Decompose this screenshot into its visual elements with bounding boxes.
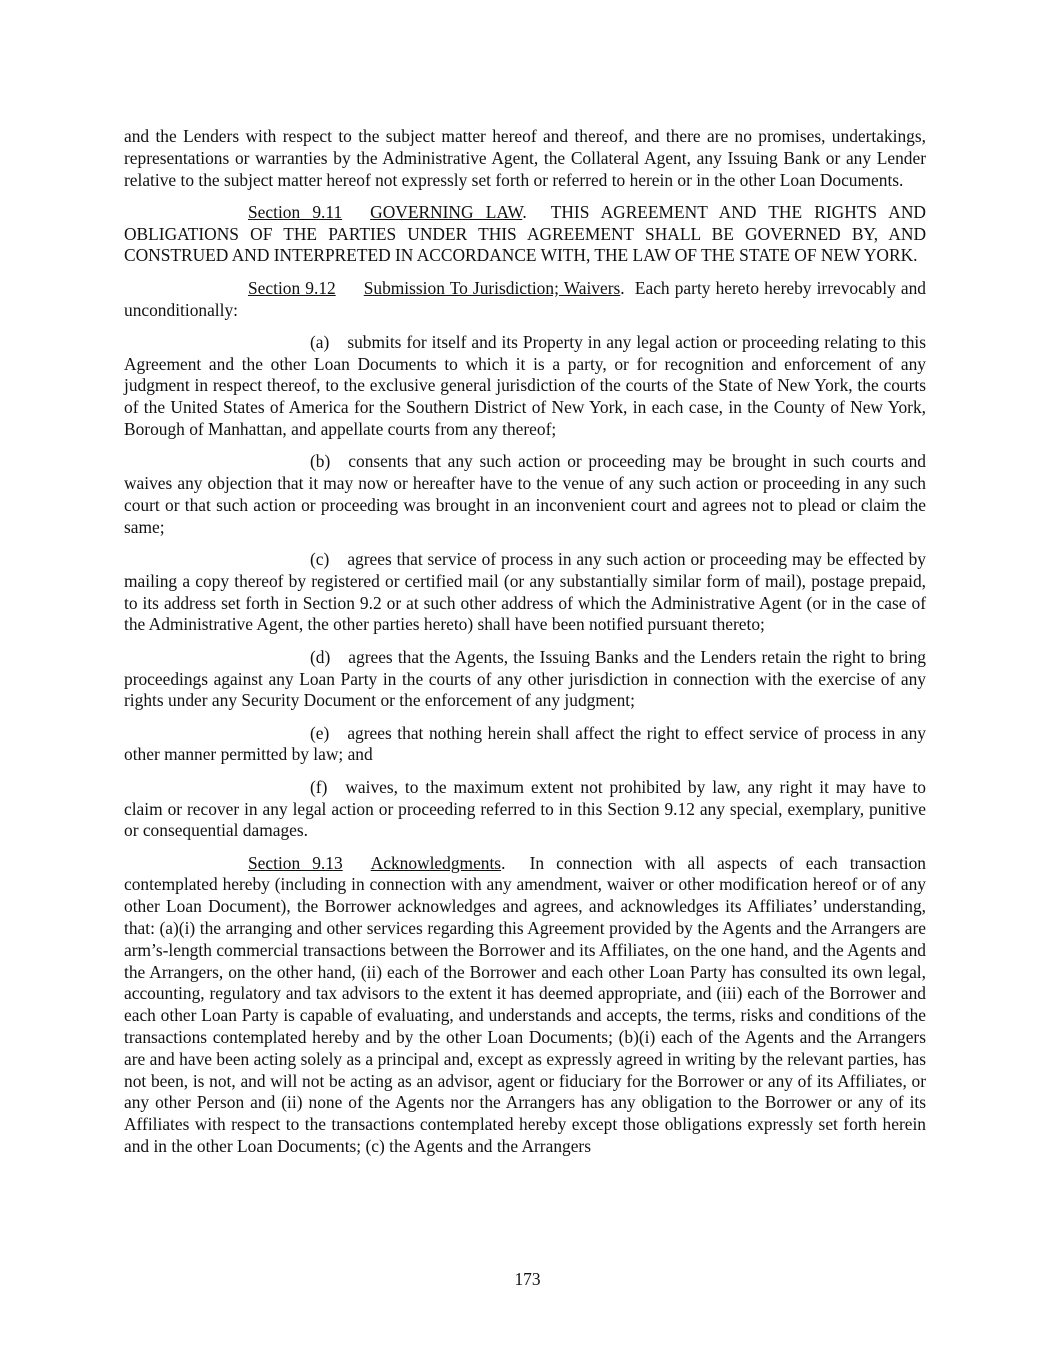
clause-label: (c) — [310, 549, 330, 570]
section-9-12: Section 9.12 Submission To Jurisdiction; Waivers. Each party hereto hereby irrevocably and unconditionally: — [124, 277, 926, 320]
document-page — [124, 126, 926, 1168]
clause-a — [124, 332, 926, 441]
section-9-11-number: Section 9.11 — [248, 201, 343, 222]
clause-text: agrees that service of process in any such action or proceeding may be effected by mailing a copy thereof by registered or certified mail (or any substantially similar form of mail), postage prepaid, to its address set forth in Section 9.2 or at such other address of which the Administrative Agent (or in the case of the Administrative Agent, the other parties hereto) shall have been notified pursuant thereto; — [124, 549, 926, 635]
clause-f — [124, 777, 926, 842]
section-9-12-body: Each party hereto hereby irrevocably and unconditionally: — [124, 277, 926, 320]
section-9-13-number: Section 9.13 — [248, 852, 343, 873]
clause-b — [124, 451, 926, 538]
clause-label: (d) — [310, 646, 331, 667]
clause-e — [124, 723, 926, 767]
section-9-13-heading — [248, 853, 501, 873]
clause-text: agrees that nothing herein shall affect the right to effect service of process in any other manner permitted by law; and — [124, 722, 926, 765]
clause-label: (e) — [310, 722, 330, 743]
clause-text: agrees that the Agents, the Issuing Banks and the Lenders retain the right to bring proceedings against any Loan Party in the courts of any other jurisdiction in connection with the exercise of any rights under any Security Document or the enforcement of any judgment; — [124, 646, 926, 711]
section-9-13-title: Acknowledgments — [370, 852, 502, 873]
clause-label: (b) — [310, 451, 331, 472]
clause-c — [124, 549, 926, 636]
section-9-11-title: GOVERNING LAW — [370, 201, 523, 222]
clause-text: waives, to the maximum extent not prohibited by law, any right it may have to claim or recover in any legal action or proceeding referred to in this Section 9.12 any special, exemplary, punitive or consequential damages. — [124, 776, 926, 841]
section-9-13-body: In connection with all aspects of each transaction contemplated hereby (including in connection with any amendment, waiver or other modification hereof or of any other Loan Document), the Borrower acknowledges and agrees, and acknowledges its Affiliates’ understanding, that: (a)(i) the arranging and other services regarding this Agreement provided by the Agents and the Arrangers are arm’s-length commercial transactions between the Borrower and its Affiliates, on the one hand, and the Agents and the Arrangers, on the other hand, (ii) each of the Borrower and each other Loan Party has consulted its own legal, accounting, regulatory and tax advisors to the extent it has deemed appropriate, and (iii) each of the Borrower and each other Loan Party is capable of evaluating, and understands and accepts, the terms, risks and conditions of the transactions contemplated hereby and by the other Loan Documents; (b)(i) each of the Agents and the Arrangers are and have been acting solely as a principal and, except as expressly agreed in writing by the relevant parties, has not been, is not, and will not be acting as an advisor, agent or fiduciary for the Borrower or any of its Affiliates, or any other Person and (ii) none of the Agents nor the Arrangers has any obligation to the Borrower or any of its Affiliates with respect to the transactions contemplated hereby except those obligations expressly set forth herein and in the other Loan Documents; (c) the Agents and the Arrangers — [124, 852, 927, 1156]
section-9-11: Section 9.11 GOVERNING LAW. THIS AGREEMENT AND THE RIGHTS AND OBLIGATIONS OF THE PARTIES UNDER THIS AGREEMENT SHALL BE GOVERNED BY, AND CONSTRUED AND INTERPRETED IN ACCORDANCE WITH, THE LAW OF THE STATE OF NEW YORK. — [124, 201, 926, 266]
clause-text: submits for itself and its Property in any legal action or proceeding relating to this Agreement and the other Loan Documents to which it is a party, or for recognition and enforcement of any judgment in respect thereof, to the exclusive general jurisdiction of the courts of the State of New York, the courts of the United States of America for the Southern District of New York, in each case, in the County of New York, Borough of Manhattan, and appellate courts from any thereof; — [124, 331, 926, 440]
clause-label: (a) — [310, 331, 330, 352]
continuation-paragraph: and the Lenders with respect to the subject matter hereof and thereof, and there are no promises, undertakings, representations or warranties by the Administrative Agent, the Collateral Agent, any Issuing Bank or any Lender relative to the subject matter hereof not expressly set forth or referred to herein or in the other Loan Documents. — [124, 126, 926, 190]
clause-d — [124, 647, 926, 712]
section-9-12-heading — [248, 278, 620, 298]
section-9-12-title: Submission To Jurisdiction; Waivers — [363, 277, 621, 298]
section-9-13: Section 9.13 Acknowledgments. In connection with all aspects of each transaction contemplated hereby (including in connection with any amendment, waiver or other modification hereof or of any other Loan Document), the Borrower acknowledges and agrees, and acknowledges its Affiliates’ understanding, that: (a)(i) the arranging and other services regarding this Agreement provided by the Agents and the Arrangers are arm’s-length commercial transactions between the Borrower and its Affiliates, on the one hand, and the Agents and the Arrangers, on the other hand, (ii) each of the Borrower and each other Loan Party has consulted its own legal, accounting, regulatory and tax advisors to the extent it has deemed appropriate, and (iii) each of the Borrower and each other Loan Party is capable of evaluating, and understands and accepts, the terms, risks and conditions of the transactions contemplated hereby and by the other Loan Documents; (b)(i) each of the Agents and the Arrangers are and have been acting solely as a principal and, except as expressly agreed in writing by the relevant parties, has not been, is not, and will not be acting as an advisor, agent or fiduciary for the Borrower or any of its Affiliates, or any other Person and (ii) none of the Agents nor the Arrangers has any obligation to the Borrower or any of its Affiliates with respect to the transactions contemplated hereby except those obligations expressly set forth herein and in the other Loan Documents; (c) the Agents and the Arrangers — [124, 852, 927, 1156]
section-9-12-number: Section 9.12 — [248, 277, 336, 298]
page-number: 173 — [514, 1269, 541, 1289]
clause-text: consents that any such action or proceeding may be brought in such courts and waives any objection that it may now or hereafter have to the venue of any such action or proceeding in any such court or that such action or proceeding was brought in an inconvenient court and agrees not to plead or claim the same; — [124, 451, 926, 537]
clause-label: (f) — [310, 776, 328, 797]
section-9-11-heading — [248, 202, 522, 222]
section-9-11-body: THIS AGREEMENT AND THE RIGHTS AND OBLIGATIONS OF THE PARTIES UNDER THIS AGREEMENT SHALL BE GOVERNED BY, AND CONSTRUED AND INTERPRETED IN ACCORDANCE WITH, THE LAW OF THE STATE OF NEW YORK. — [124, 201, 926, 266]
